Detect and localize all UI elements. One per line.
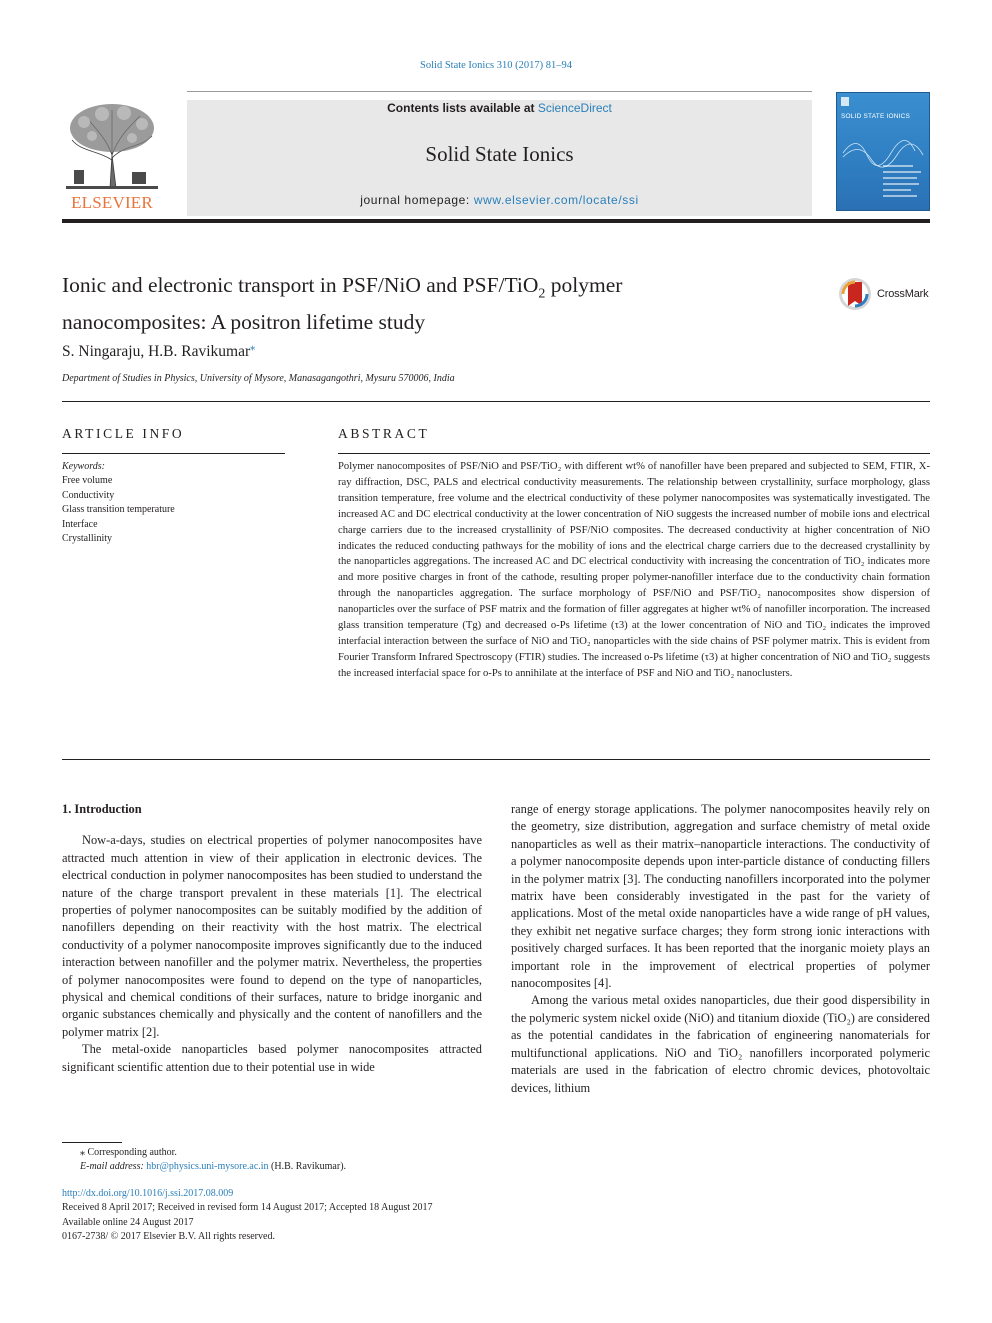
keyword-item: Glass transition temperature	[62, 504, 175, 516]
elsevier-wordmark: ELSEVIER	[71, 193, 153, 212]
footnote-rule	[62, 1142, 122, 1143]
title-subscript: 2	[538, 286, 546, 302]
email-line	[62, 1160, 582, 1174]
email-link[interactable]: hbr@physics.uni-mysore.ac.in	[146, 1161, 269, 1173]
homepage-prefix: journal homepage:	[360, 193, 474, 207]
doi-link[interactable]: http://dx.doi.org/10.1016/j.ssi.2017.08.009	[62, 1188, 234, 1199]
journal-cover-thumbnail[interactable]	[836, 92, 930, 211]
keyword-item: Crystallinity	[62, 533, 112, 545]
contents-prefix: Contents lists available at	[387, 101, 538, 115]
affiliation: Department of Studies in Physics, University of Mysore, Manasagangothri, Mysuru 570006, India	[62, 373, 455, 384]
email-tail: (H.B. Ravikumar).	[268, 1161, 347, 1173]
cover-art	[837, 93, 930, 211]
copyright: 0167-2738/ © 2017 Elsevier B.V. All rights reserved.	[62, 1231, 275, 1243]
article-info-rule	[62, 453, 285, 454]
abstract-text: Polymer nanocomposites of PSF/NiO and PSF/TiO₂ with different wt% of nanofiller have been prepared and subjected to SEM, FTIR, X-ray diffraction, DSC, PALS and electrical conductivity measurements. The relationship between crystallinity, surface morphology, glass transition temperature, free volume and the electrical conductivity of these polymer nanocomposites was systematically investigated. The increased AC and DC electrical conductivity at the lower concentration of NiO suggests the increased number of mobile ions and electrical charge carriers due to the increased crystallinity of PSF/NiO composites. The decreased conductivity at higher concentration of NiO indicates the reduced conducting pathways for the mobility of ions and the electrical charge carriers due to the decreased crystallinity by the nanoparticles aggregations. The increased AC and DC electrical conductivity with increasing the concentration of TiO₂ indicates more and more positive charges in front of the cathode, resulting proper polymer-nanofiller interface due to the conductivity chain formation through the nanoparticles aggregation. The surface morphology of PSF/NiO and PSF/TiO₂ nanocomposites show dispersion of nanoparticles over the surface of PSF matrix and the formation of filler aggregates at higher wt% of nanofiller incorporation. The increased glass transition temperature (Tg) and decreased o-Ps lifetime (τ3) at the lower concentration of NiO and TiO₂ indicates the improved interfacial interaction between the surface of NiO and TiO₂ nanoparticles with the side chains of PSF polymer matrix. This is evident from Fourier Transform Infrared Spectroscopy (FTIR) studies. The increased o-Ps lifetime (τ3) at higher concentration of NiO and TiO₂ suggests the increased interfacial space for o-Ps to annihilate at the interface of PSF and NiO and TiO₂ nanoclusters.	[338, 461, 930, 679]
body-paragraph: Now-a-days, studies on electrical properties of polymer nanocomposites have attracted much attention in view of their application in electronic devices. The electrical conduction in polymer nanocomposites has been studied to understand the nature of the charge transport prevalent in these materials [1]. The electrical properties of polymer nanocomposites can be suitably modified by the addition of nanofillers depending on their reactivity with the host matrix. The electrical conductivity of a polymer nanocomposite improves significantly due to the induced interaction between nanofiller and the polymer matrix. Nevertheless, the properties of polymer nanocomposites were found to depend on the type of nanoparticles, physical and chemical conditions of their surfaces, nature to bridge inorganic and organic substances chemically and physically and the content of nanofillers and the polymer matrix [2].	[62, 833, 482, 1039]
abstract-heading: ABSTRACT	[338, 426, 430, 441]
cover-title: SOLID STATE IONICS	[841, 113, 911, 120]
keyword-item: Free volume	[62, 475, 113, 487]
divider	[62, 759, 930, 760]
journal-homepage-line	[187, 193, 812, 207]
sciencedirect-link[interactable]: ScienceDirect	[537, 101, 612, 115]
journal-reference[interactable]: Solid State Ionics 310 (2017) 81–94	[420, 60, 572, 71]
title-line2: nanocomposites: A positron lifetime study	[62, 310, 426, 335]
crossmark-label[interactable]: CrossMark	[877, 288, 929, 300]
title-line1: Ionic and electronic transport in PSF/NiO and PSF/TiO	[62, 273, 539, 297]
title-line1-tail: polymer	[545, 273, 623, 297]
authors-text: S. Ningaraju, H.B. Ravikumar	[62, 343, 251, 361]
email-label: E-mail address:	[80, 1161, 147, 1173]
publication-info	[62, 1187, 582, 1245]
keywords-block	[62, 460, 292, 546]
header-thick-rule	[62, 219, 930, 223]
homepage-link[interactable]: www.elsevier.com/locate/ssi	[473, 193, 639, 207]
abstract-rule	[338, 453, 930, 454]
body-paragraph: The metal-oxide nanoparticles based polymer nanocomposites attracted significant scientific attention due to their potential use in wide	[62, 1042, 482, 1074]
body-column-right	[511, 801, 930, 1097]
body-paragraph: Among the various metal oxides nanoparticles, due their good dispersibility in the polymeric system nickel oxide (NiO) and titanium dioxide (TiO₂) are considered as the potential candidates in the fabrication of engineering nanomaterials for multifunctional applications. NiO and TiO₂ nanofillers incorporated polymeric materials are used in the fabrication of electro chromic devices, photovoltaic devices, lithium	[511, 993, 930, 1095]
received-dates: Received 8 April 2017; Received in revised form 14 August 2017; Accepted 18 August 2017	[62, 1202, 433, 1214]
author-list	[62, 342, 255, 361]
divider	[62, 401, 930, 402]
article-title	[62, 271, 782, 337]
keyword-item: Interface	[62, 518, 98, 530]
footnote	[62, 1146, 582, 1175]
corresponding-author-note: ⁎ Corresponding author.	[80, 1147, 177, 1158]
contents-line	[187, 101, 812, 115]
article-info-heading: ARTICLE INFO	[62, 426, 185, 441]
journal-name: Solid State Ionics	[425, 142, 574, 166]
corresponding-author-mark[interactable]: ⁎	[250, 342, 256, 353]
header-top-rule	[187, 91, 812, 92]
available-online: Available online 24 August 2017	[62, 1216, 194, 1228]
keyword-item: Conductivity	[62, 489, 115, 501]
body-column-left	[62, 801, 482, 1076]
body-paragraph: range of energy storage applications. The polymer nanocomposites heavily rely on the geometry, size distribution, aggregation and surface chemistry of metal oxide nanoparticles as well as their matrix–nanoparticle interactions. The conductivity of a polymer nanocomposite depends upon inter-particle distance of conducting fillers in the polymer matrix [3]. The conducting nanofillers incorporated into the polymer matrix have been considerably investigated in the past for the variety of applications. Most of the metal oxide nanoparticles have a wide range of pH values, they exhibit net negative surface charges; they form strong ionic interactions with positively charged surfaces. It has been reported that the inorganic moiety plays an important role in the improvement of electrical properties of polymer nanocomposites [4].	[511, 802, 930, 991]
section-heading-introduction: 1. Introduction	[62, 802, 142, 816]
keywords-label: Keywords:	[62, 461, 105, 472]
